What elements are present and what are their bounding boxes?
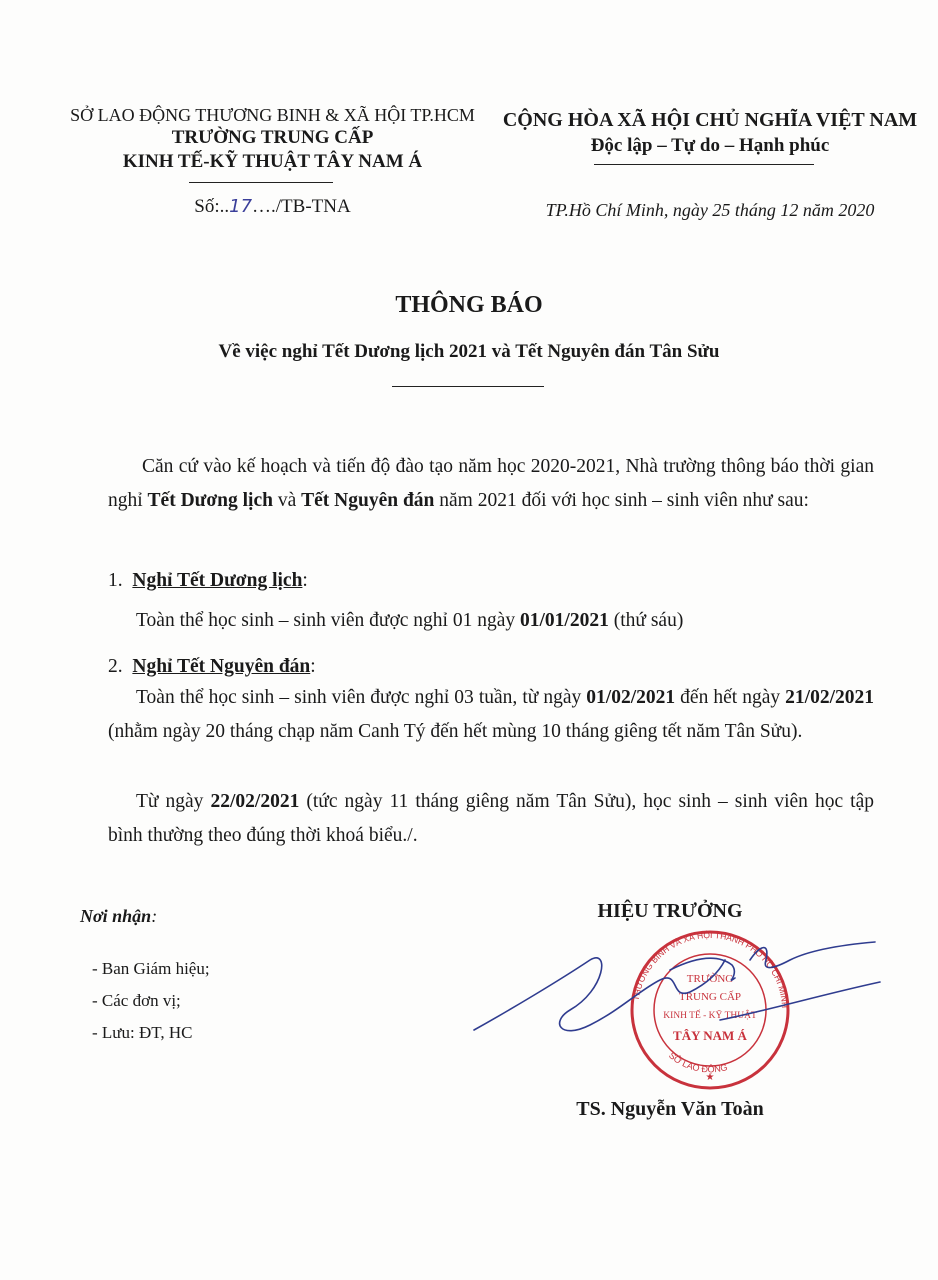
intro-text-1: Căn cứ vào kế hoạch và tiến độ đào tạo năm học 2020-2021, Nhà trường thông báo thời gian nghỉ [108, 456, 874, 511]
item2-colon: : [310, 656, 316, 677]
item2-start-date: 01/02/2021 [586, 687, 676, 708]
seal-line1: TRƯỜNG [686, 973, 734, 985]
document-subtitle: Về việc nghỉ Tết Dương lịch 2021 và Tết Nguyên đán Tân Sửu [218, 341, 720, 362]
item1-body [136, 606, 683, 636]
intro-paragraph [108, 450, 874, 518]
issuer-school-line1: TRƯỜNG TRUNG CẤP [171, 127, 374, 148]
issuer-department: SỞ LAO ĐỘNG THƯƠNG BINH & XÃ HỘI TP.HCM [70, 105, 475, 125]
signatory-name: TS. Nguyễn Văn Toàn [576, 1098, 764, 1120]
resume-text-2: (tức ngày 11 tháng giêng năm Tân Sửu), học sinh – sinh viên học tập bình thường theo đúng thời khoá biểu./. [108, 791, 875, 846]
item2-text-3: (nhằm ngày 20 tháng chạp năm Canh Tý đến hết mùng 10 tháng giêng tết năm Tân Sửu). [108, 721, 803, 742]
recipient-item: - Các đơn vị; [92, 991, 181, 1010]
item2-heading [108, 652, 316, 682]
item1-date: 01/01/2021 [520, 610, 609, 631]
recipient-item: - Ban Giám hiệu; [92, 959, 210, 978]
item1-colon: : [302, 570, 308, 591]
item1-number: 1. [108, 570, 123, 591]
recipients-list [92, 953, 210, 1049]
issuer-block [60, 104, 485, 174]
seal-star-icon: ★ [705, 1072, 715, 1083]
recipients-title [80, 906, 157, 927]
stamp-and-signature [470, 930, 890, 1090]
seal-line3: KINH TẾ - KỸ THUẬT [663, 1011, 757, 1021]
seal-inner-ring [654, 954, 766, 1066]
document-number-suffix: …./TB-TNA [252, 196, 351, 217]
motto-divider [594, 164, 814, 165]
resume-text-1: Từ ngày [136, 791, 211, 812]
resume-paragraph [108, 785, 874, 853]
signature-underline [720, 982, 880, 1020]
recipients-title-colon: : [151, 906, 158, 926]
item2-number: 2. [108, 656, 123, 677]
seal-line4: TÂY NAM Á [673, 1028, 747, 1043]
document-title: THÔNG BÁO [395, 292, 543, 318]
document-number-handwritten: 17 [229, 196, 253, 217]
seal-svg [470, 930, 890, 1090]
intro-text-3: năm 2021 đối với học sinh – sinh viên như sau: [434, 490, 809, 511]
document-number [60, 196, 485, 218]
seal-ring-bottom-text: SỞ LAO ĐỘNG [667, 1050, 729, 1075]
issuer-divider [189, 182, 333, 183]
resume-date: 22/02/2021 [210, 791, 300, 812]
document-number-prefix: Số:.. [194, 196, 230, 217]
national-motto: Độc lập – Tự do – Hạnh phúc [590, 135, 830, 156]
item1-text-2: (thứ sáu) [608, 610, 684, 631]
title-divider [392, 386, 544, 387]
item2-text-2: đến hết ngày [675, 687, 786, 708]
intro-bold-1: Tết Dương lịch [147, 490, 273, 511]
issuer-school-line2: KINH TẾ-KỸ THUẬT TÂY NAM Á [122, 151, 423, 172]
recipients-title-text: Nơi nhận [80, 906, 152, 926]
item1-heading [108, 566, 308, 596]
signatory-title: HIỆU TRƯỞNG [597, 900, 743, 922]
seal-line2: TRUNG CẤP [678, 991, 742, 1003]
intro-text-2: và [272, 490, 302, 511]
item2-heading-text: Nghỉ Tết Nguyên đán [132, 656, 311, 677]
intro-bold-2: Tết Nguyên đán [301, 490, 435, 511]
item1-heading-text: Nghỉ Tết Dương lịch [132, 570, 303, 591]
item2-text-1: Toàn thể học sinh – sinh viên được nghỉ 03 tuần, từ ngày [136, 687, 587, 708]
seal-ring-text: THƯƠNG BINH VÀ XÃ HỘI THÀNH PHỐ HỒ CHÍ MINH [630, 930, 791, 1009]
place-date: TP.Hồ Chí Minh, ngày 25 tháng 12 năm 2020 [545, 200, 875, 220]
item2-body [108, 681, 874, 749]
recipient-item: - Lưu: ĐT, HC [92, 1023, 193, 1042]
item1-text-1: Toàn thể học sinh – sinh viên được nghỉ 01 ngày [136, 610, 521, 631]
national-header [495, 108, 925, 158]
item2-end-date: 21/02/2021 [785, 687, 874, 708]
national-title: CỘNG HÒA XÃ HỘI CHỦ NGHĨA VIỆT NAM [502, 109, 918, 131]
